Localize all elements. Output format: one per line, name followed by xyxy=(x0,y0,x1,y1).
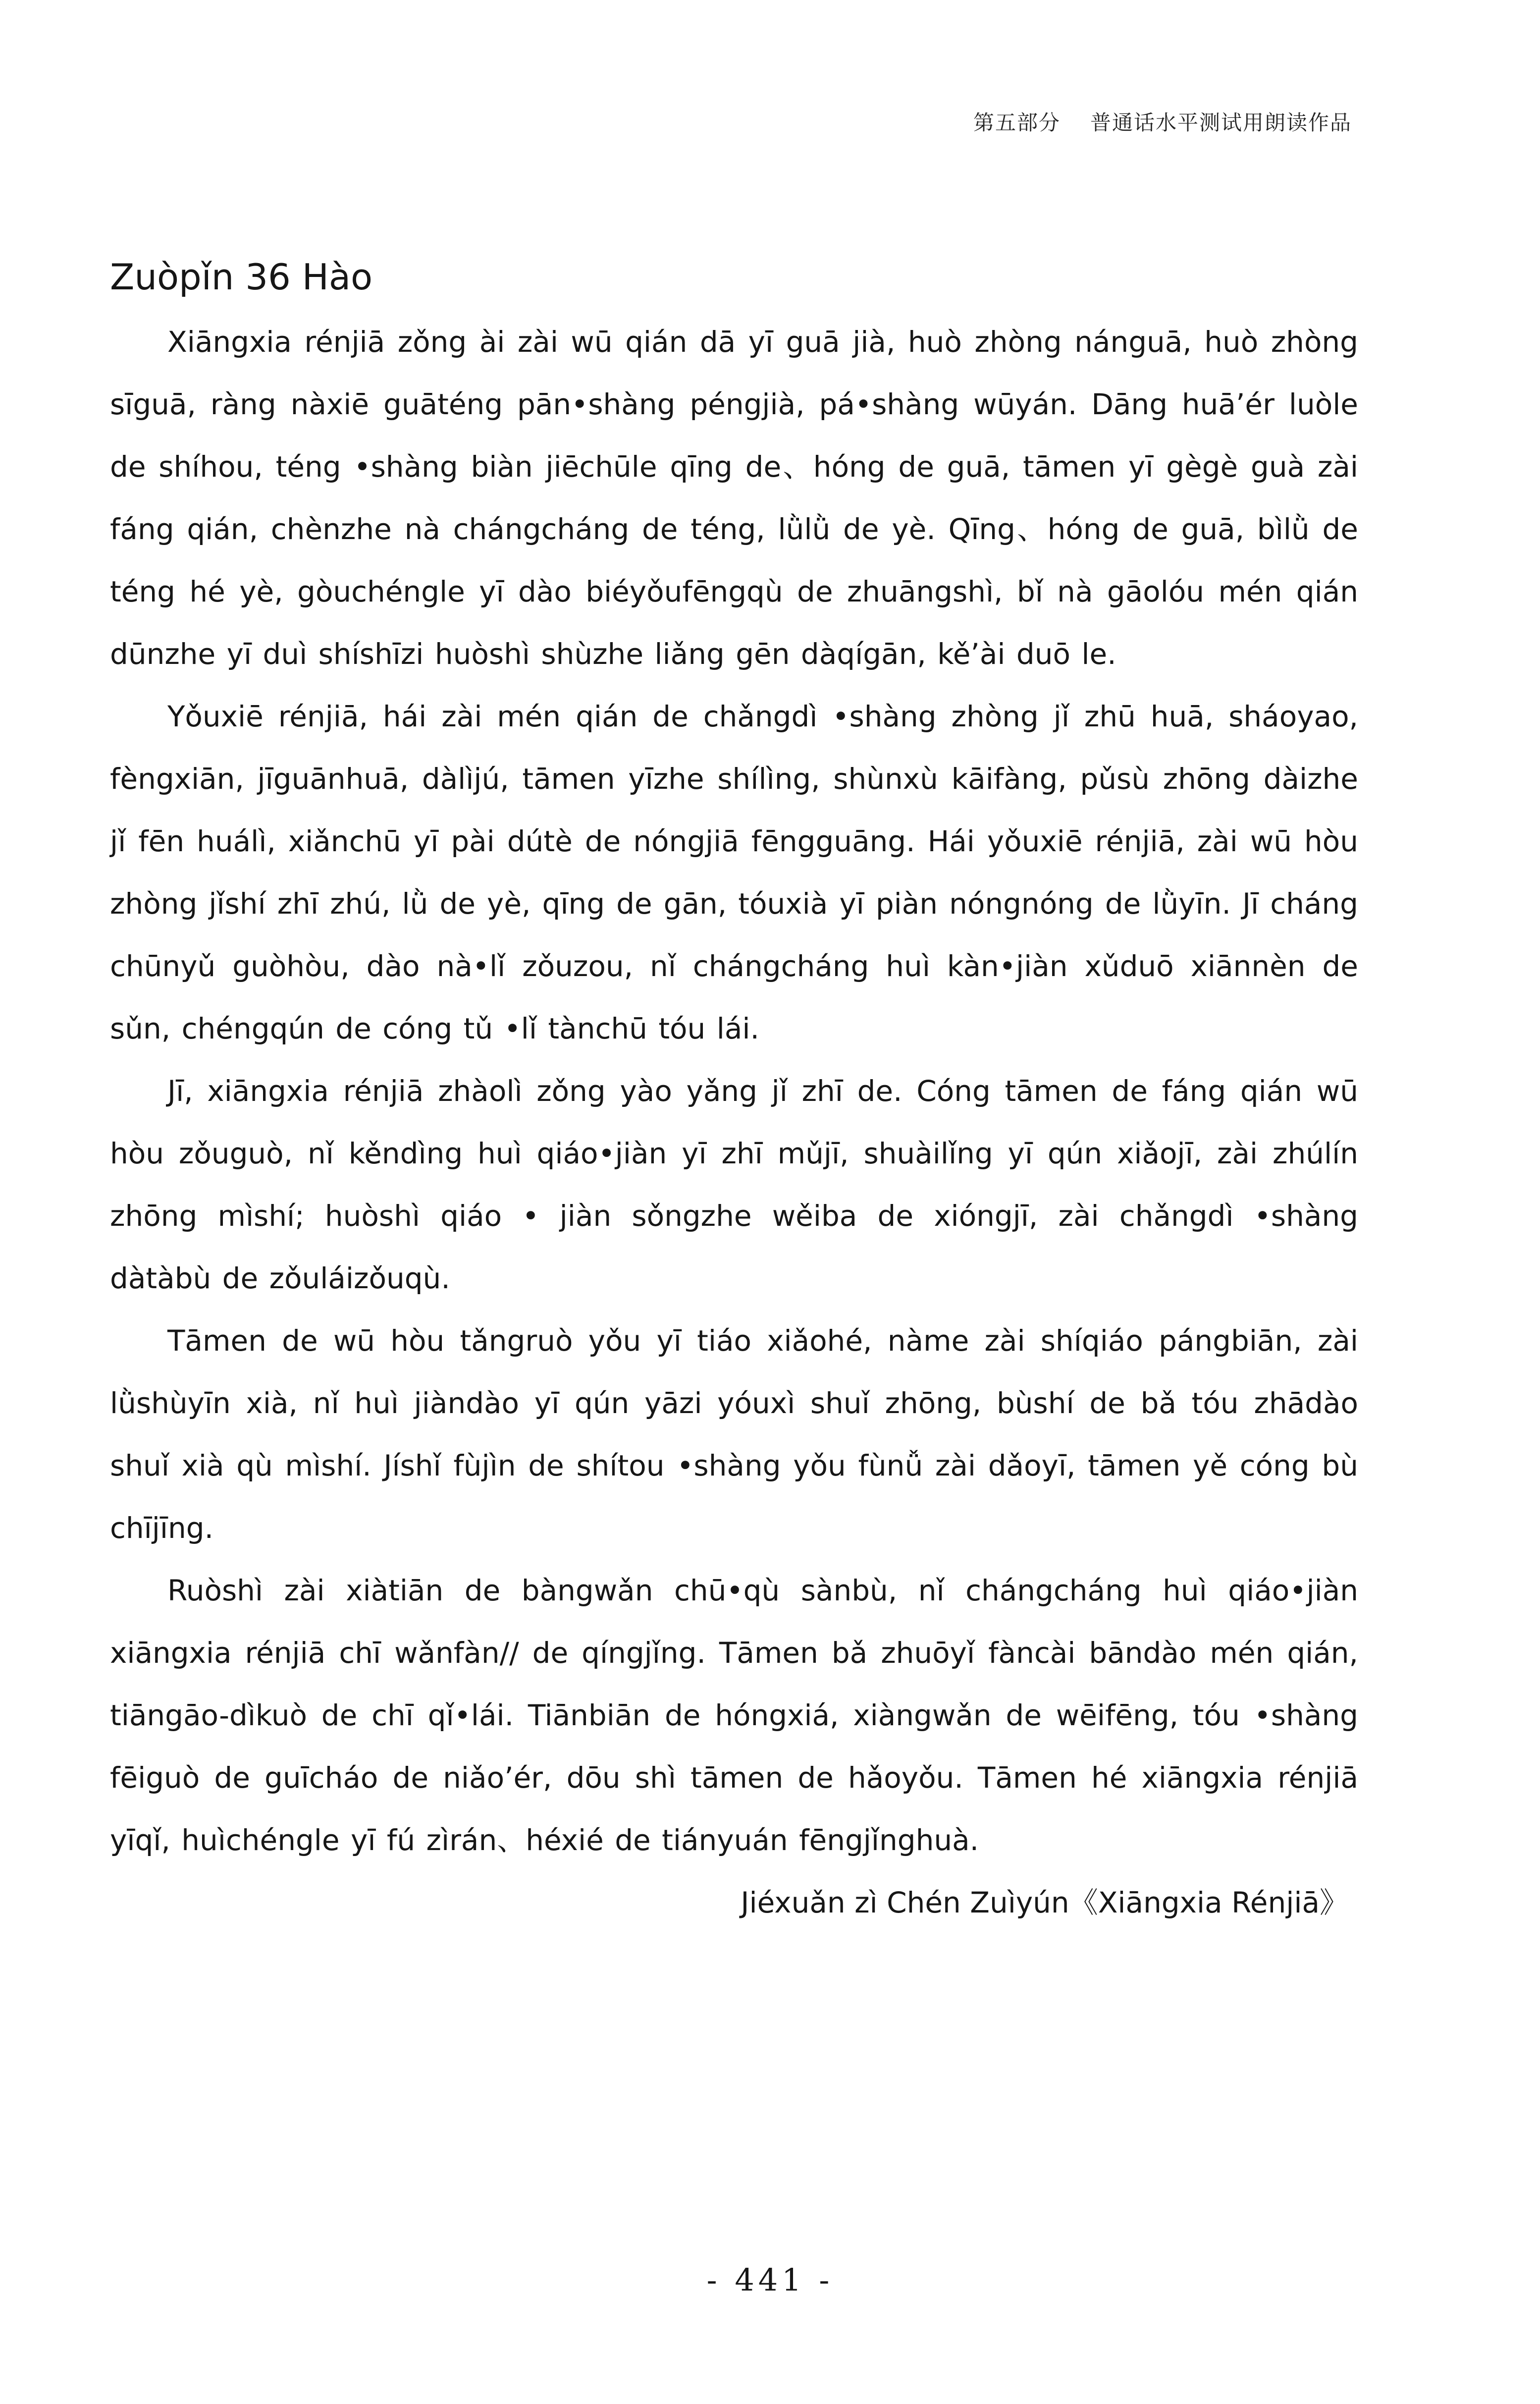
paragraph-3: Jī, xiāngxia rénjiā zhàolì zǒng yào yǎng jǐ zhī de. Cóng tāmen de fáng qián wū hòu zǒuguò, nǐ kěndìng huì qiáo•jiàn yī zhī mǔjī, shuàilǐng yī qún xiǎojī, zài zhúlín zhōng mìshí; huòshì qiáo • jiàn sǒngzhe wěiba de xióngjī, zài chǎngdì •shàng dàtàbù de zǒuláizǒuqù. xyxy=(110,1074,1358,1296)
paragraph-5: Ruòshì zài xiàtiān de bàngwǎn chū•qù sànbù, nǐ chángcháng huì qiáo•jiàn xiāngxia rénjiā chī wǎnfàn// de qíngjǐng. Tāmen bǎ zhuōyǐ fàncài bāndào mén qián, tiāngāo-dìkuò de chī qǐ•lái. Tiānbiān de hóngxiá, xiàngwǎn de wēifēng, tóu •shàng fēiguò de guīcháo de niǎo’ér, dōu shì tāmen de hǎoyǒu. Tāmen hé xiāngxia rénjiā yīqǐ, huìchéngle yī fú zìrán、héxié de tiányuán fēngjǐnghuà. xyxy=(110,1574,1358,1858)
section-subtitle: 普通话水平测试用朗读作品 xyxy=(1090,110,1352,135)
work-title: Zuòpǐn 36 Hào xyxy=(110,256,373,298)
paragraph-1: Xiāngxia rénjiā zǒng ài zài wū qián dā yī guā jià, huò zhòng nánguā, huò zhòng sīguā, ràng nàxiē guāténg pān•shàng péngjià, pá•shàng wūyán. Dāng huā’ér luòle de shíhou, téng •shàng biàn jiēchūle qīng de、hóng de guā, tāmen yī gègè guà zài fáng qián, chènzhe nà chángcháng de téng, lǜlǜ de yè. Qīng、hóng de guā, bìlǜ de téng hé yè, gòuchéngle yī dào biéyǒufēngqù de zhuāngshì, bǐ nà gāolóu mén qián dūnzhe yī duì shíshīzi huòshì shùzhe liǎng gēn dàqígān, kě’ài duō le. xyxy=(110,325,1358,671)
paragraph-4: Tāmen de wū hòu tǎngruò yǒu yī tiáo xiǎohé, nàme zài shíqiáo pángbiān, zài lǜshùyīn xià, nǐ huì jiàndào yī qún yāzi yóuxì shuǐ zhōng, bùshí de bǎ tóu zhādào shuǐ xià qù mìshí. Jíshǐ fùjìn de shítou •shàng yǒu fùnǚ zài dǎoyī, tāmen yě cóng bù chījīng. xyxy=(110,1324,1358,1545)
source-attribution: Jiéxuǎn zì Chén Zuìyún《Xiāngxia Rénjiā》 xyxy=(741,1886,1348,1920)
section-label: 第五部分 xyxy=(973,110,1061,135)
paragraph-2: Yǒuxiē rénjiā, hái zài mén qián de chǎngdì •shàng zhòng jǐ zhū huā, sháoyao, fèngxiān, jīguānhuā, dàlìjú, tāmen yīzhe shílìng, shùnxù kāifàng, pǔsù zhōng dàizhe jǐ fēn huálì, xiǎnchū yī pài dútè de nóngjiā fēngguāng. Hái yǒuxiē rénjiā, zài wū hòu zhòng jǐshí zhī zhú, lǜ de yè, qīng de gān, tóuxià yī piàn nóngnóng de lǜyīn. Jī cháng chūnyǔ guòhòu, dào nà•lǐ zǒuzou, nǐ chángcháng huì kàn•jiàn xǔduō xiānnèn de sǔn, chéngqún de cóng tǔ •lǐ tànchū tóu lái. xyxy=(110,700,1358,1046)
page-number: - 441 - xyxy=(706,2262,834,2298)
running-header xyxy=(973,107,1352,136)
page-body xyxy=(110,258,1358,1934)
